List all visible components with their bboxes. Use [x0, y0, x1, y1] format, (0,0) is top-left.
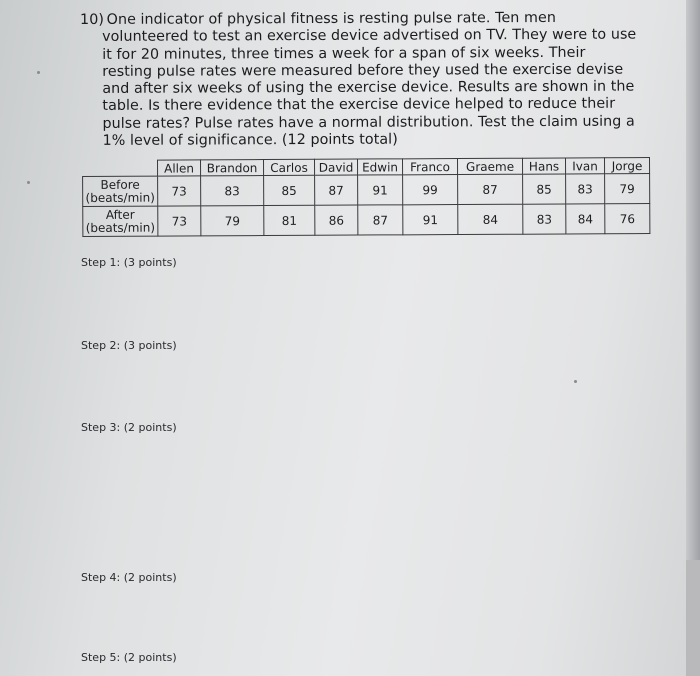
- column-header: Allen: [158, 160, 201, 176]
- paper-speck: [37, 71, 40, 74]
- table-cell: 81: [264, 205, 315, 235]
- table-cell: 91: [358, 175, 403, 205]
- column-header: Jorge: [604, 158, 649, 174]
- table-corner: [83, 160, 158, 176]
- column-header: Hans: [522, 158, 565, 174]
- question-line-7: pulse rates? Pulse rates have a normal distribution. Test the claim using a: [102, 113, 635, 132]
- step-1-label: Step 1: (3 points): [81, 256, 177, 269]
- table-row-after: [83, 204, 650, 237]
- question-text: [80, 10, 651, 151]
- column-header: David: [314, 159, 357, 175]
- table-cell: 84: [458, 204, 523, 234]
- table-cell: 91: [403, 205, 458, 235]
- table-cell: 84: [566, 204, 605, 234]
- table-cell: 79: [605, 174, 650, 204]
- column-header: Franco: [402, 159, 457, 175]
- step-2-label: Step 2: (3 points): [81, 339, 177, 352]
- question-line-5: and after six weeks of using the exercise device. Results are shown in the: [102, 78, 635, 98]
- column-header: Brandon: [201, 160, 264, 176]
- table-cell: 87: [358, 205, 403, 235]
- question-line-1: 10) One indicator of physical fitness is resting pulse rate. Ten men: [80, 9, 556, 28]
- table-cell: 83: [201, 176, 264, 206]
- table-cell: 85: [264, 175, 315, 205]
- question-line-8: 1% level of significance. (12 points total): [102, 131, 398, 149]
- table-cell: 83: [523, 204, 566, 234]
- table-cell: 86: [315, 205, 358, 235]
- pulse-rate-table: [82, 157, 650, 237]
- question-line-6: table. Is there evidence that the exercise device helped to reduce their: [102, 96, 616, 115]
- page-edge: [686, 0, 700, 676]
- table-row-before: [83, 174, 650, 207]
- table-cell: 87: [458, 174, 523, 204]
- column-header: Carlos: [264, 159, 315, 175]
- row-label-after: After (beats/min): [83, 206, 158, 236]
- paper-speck: [574, 380, 577, 383]
- table-cell: 99: [403, 175, 458, 205]
- table-cell: 85: [523, 174, 566, 204]
- question-line-2: volunteered to test an exercise device advertised on TV. They were to use: [102, 26, 637, 46]
- table-cell: 87: [315, 175, 358, 205]
- table-cell: 83: [566, 174, 605, 204]
- table-cell: 79: [201, 206, 264, 236]
- table-cell: 73: [158, 206, 201, 236]
- question-line-4: resting pulse rates were measured before they used the exercise devise: [102, 61, 624, 80]
- table-cell: 73: [158, 176, 201, 206]
- paper-speck: [27, 181, 30, 184]
- column-header: Ivan: [565, 158, 604, 174]
- step-5-label: Step 5: (2 points): [81, 651, 177, 664]
- step-4-label: Step 4: (2 points): [81, 571, 177, 584]
- table-cell: 76: [605, 204, 650, 234]
- column-header: Graeme: [457, 158, 522, 174]
- column-header: Edwin: [357, 159, 402, 175]
- question-number: 10): [80, 11, 104, 28]
- question-line-3: it for 20 minutes, three times a week for a span of six weeks. Their: [102, 44, 586, 63]
- row-label-before: Before (beats/min): [83, 176, 158, 206]
- step-3-label: Step 3: (2 points): [81, 421, 177, 434]
